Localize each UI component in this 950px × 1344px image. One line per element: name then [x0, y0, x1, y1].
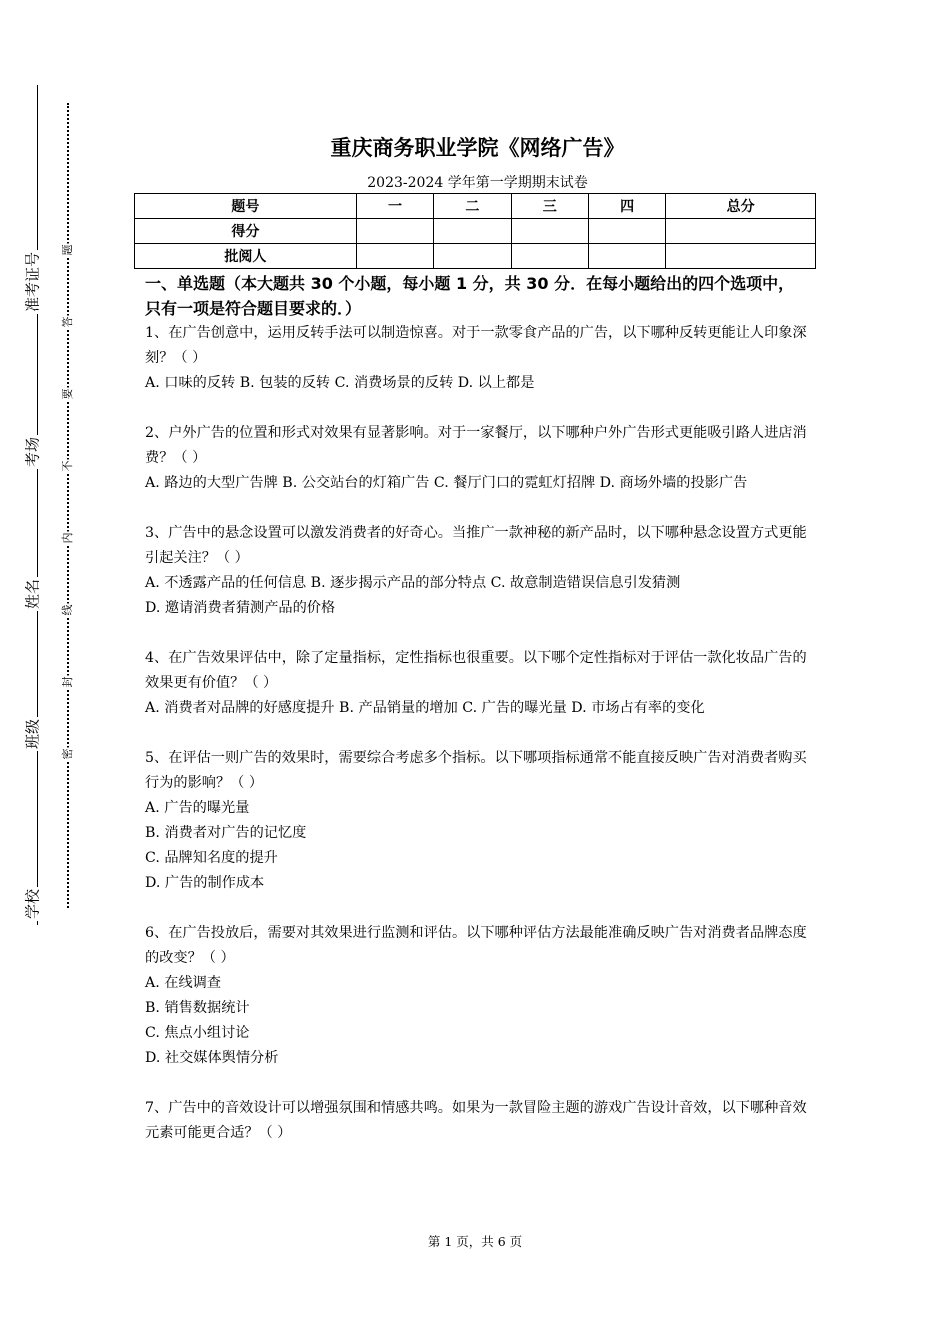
score-header-cell: 四 [588, 194, 665, 219]
question-options: A. 消费者对品牌的好感度提升 B. 产品销量的增加 C. 广告的曝光量 D. 市场占有率的变化 [145, 700, 705, 716]
score-cell [588, 219, 665, 244]
question-options: A. 口味的反转 B. 包装的反转 C. 消费场景的反转 D. 以上都是 [145, 375, 535, 391]
field-exam-room: 考场 [23, 436, 42, 468]
question-options: C. 焦点小组讨论 [145, 1025, 250, 1041]
field-name: 姓名 [23, 578, 42, 610]
field-exam-number: 准考证号 [23, 251, 42, 313]
score-header-cell: 一 [356, 194, 433, 219]
exam-subtitle: 2023-2024 学年第一学期期末试卷 [367, 175, 588, 191]
seal-char: 不 [61, 460, 74, 472]
question-options: B. 销售数据统计 [145, 1000, 250, 1016]
question-item [145, 1096, 810, 1146]
question-item [145, 646, 810, 721]
exam-title: 重庆商务职业学院《网络广告》 [330, 136, 625, 160]
question-options: B. 消费者对广告的记忆度 [145, 825, 307, 841]
field-class: 班级 [23, 718, 42, 750]
page-footer: 第 1 页，共 6 页 [427, 1234, 523, 1249]
question-stem: 3、广告中的悬念设置可以激发消费者的好奇心。当推广一款神秘的新产品时，以下哪种悬念设置方式更能引起关注？（ ） [145, 525, 807, 566]
question-options: A. 广告的曝光量 [145, 800, 250, 816]
score-cell [434, 219, 511, 244]
reviewer-cell [511, 244, 588, 269]
seal-char: 密 [61, 748, 74, 760]
score-row [135, 219, 816, 244]
reviewer-cell [588, 244, 665, 269]
section-heading: 一、单选题（本大题共 30 个小题，每小题 1 分，共 30 分．在每小题给出的四个选项中，只有一项是符合题目要求的．） [145, 274, 795, 318]
score-header-cell: 二 [434, 194, 511, 219]
seal-char: 要 [61, 388, 74, 400]
question-options: D. 广告的制作成本 [145, 875, 265, 891]
reviewer-row [135, 244, 816, 269]
question-options: D. 社交媒体舆情分析 [145, 1050, 279, 1066]
question-options: A. 路边的大型广告牌 B. 公交站台的灯箱广告 C. 餐厅门口的霓虹灯招牌 D. 商场外墙的投影广告 [145, 475, 748, 491]
reviewer-cell [356, 244, 433, 269]
question-item [145, 421, 810, 496]
reviewer-cell [666, 244, 816, 269]
score-cell [666, 219, 816, 244]
score-header-cell: 总分 [666, 194, 816, 219]
seal-char: 答 [61, 316, 74, 328]
question-stem: 4、在广告效果评估中，除了定量指标，定性指标也很重要。以下哪个定性指标对于评估一款化妆品广告的效果更有价值？（ ） [145, 650, 807, 691]
reviewer-cell [434, 244, 511, 269]
question-stem: 6、在广告投放后，需要对其效果进行监测和评估。以下哪种评估方法最能准确反映广告对消费者品牌态度的改变？（ ） [145, 925, 807, 966]
seal-char: 封 [61, 676, 74, 688]
seal-dotted-line [67, 103, 69, 908]
question-item [145, 321, 810, 396]
question-item [145, 921, 810, 1071]
score-table [134, 193, 816, 269]
question-options: A. 不透露产品的任何信息 B. 逐步揭示产品的部分特点 C. 故意制造错误信息引发猜测 [145, 575, 681, 591]
seal-char: 线 [61, 604, 74, 616]
question-stem: 7、广告中的音效设计可以增强氛围和情感共鸣。如果为一款冒险主题的游戏广告设计音效，以下哪种音效元素可能更合适？（ ） [145, 1100, 807, 1141]
question-stem: 1、在广告创意中，运用反转手法可以制造惊喜。对于一款零食产品的广告，以下哪种反转更能让人印象深刻？（ ） [145, 325, 807, 366]
question-list [145, 321, 810, 1171]
score-table-header-row [135, 194, 816, 219]
field-school: 学校 [23, 888, 42, 920]
score-row-label: 得分 [135, 219, 357, 244]
question-item [145, 746, 810, 896]
score-cell [511, 219, 588, 244]
score-header-cell: 三 [511, 194, 588, 219]
reviewer-row-label: 批阅人 [135, 244, 357, 269]
score-header-cell: 题号 [135, 194, 357, 219]
question-stem: 5、在评估一则广告的效果时，需要综合考虑多个指标。以下哪项指标通常不能直接反映广告对消费者购买行为的影响？（ ） [145, 750, 807, 791]
binding-line [37, 85, 38, 925]
question-stem: 2、户外广告的位置和形式对效果有显著影响。对于一家餐厅，以下哪种户外广告形式更能吸引路人进店消费？（ ） [145, 425, 807, 466]
seal-char: 内 [61, 532, 74, 544]
score-cell [356, 219, 433, 244]
question-item [145, 521, 810, 621]
question-options: A. 在线调查 [145, 975, 222, 991]
seal-char: 题 [61, 244, 74, 256]
question-options: C. 品牌知名度的提升 [145, 850, 278, 866]
question-options: D. 邀请消费者猜测产品的价格 [145, 600, 336, 616]
